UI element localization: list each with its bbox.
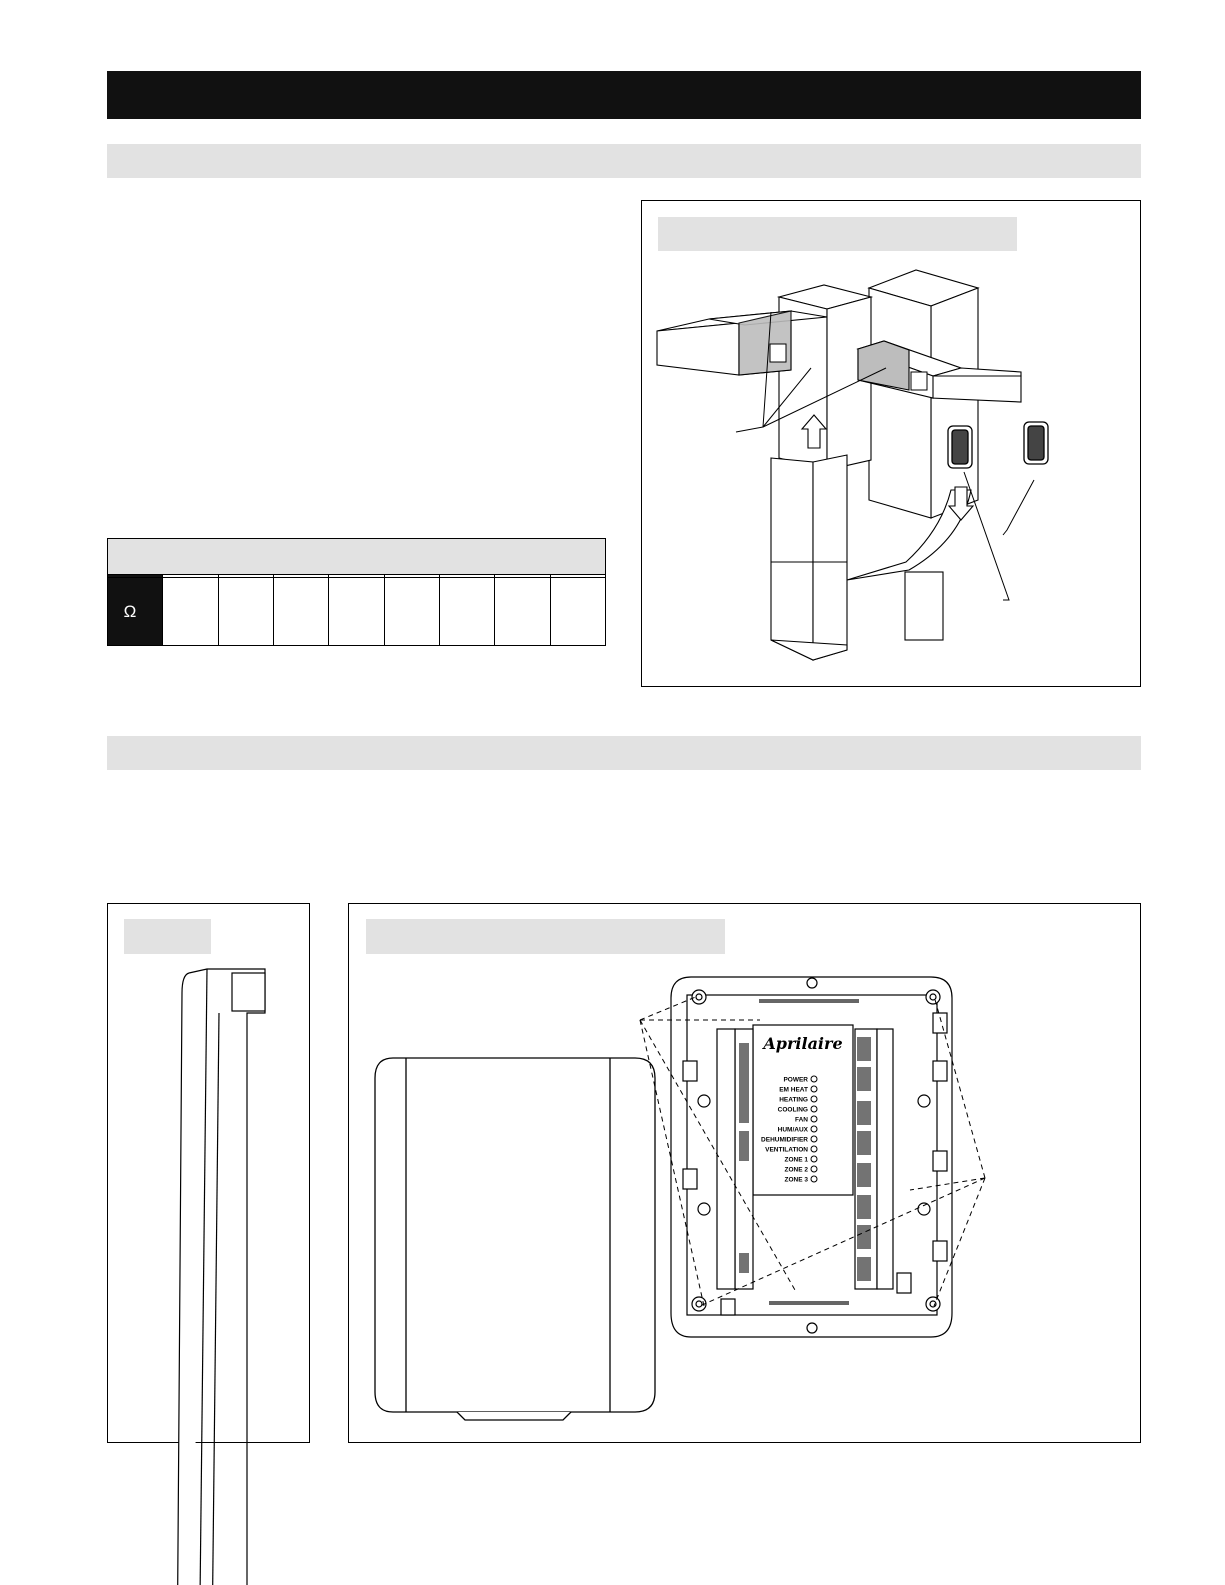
brand-logo: Aprilaire — [763, 1034, 843, 1053]
led-label: ZONE 1 — [784, 1156, 808, 1164]
table-row-header-2 — [108, 578, 163, 646]
table-cell — [273, 578, 328, 646]
led-label: EM HEAT — [779, 1086, 808, 1094]
page-header-bar — [107, 71, 1141, 119]
duct-system-illustration — [641, 200, 1141, 687]
side-view-illustration — [107, 903, 310, 1443]
led-label: POWER — [783, 1076, 808, 1084]
table-cell — [218, 578, 273, 646]
led-label: HEATING — [779, 1096, 808, 1104]
section-bar-top — [107, 144, 1141, 178]
led-label: HUM/AUX — [777, 1126, 808, 1134]
mounting-leader-lines — [640, 990, 1000, 1330]
led-label: DEHUMIDIFIER — [761, 1136, 808, 1144]
led-label: VENTILATION — [765, 1146, 808, 1154]
led-label: ZONE 2 — [784, 1166, 808, 1174]
led-label: ZONE 3 — [784, 1176, 808, 1184]
table-cell — [163, 578, 218, 646]
cover-panel — [373, 1056, 657, 1422]
ohm-symbol: Ω — [123, 601, 137, 621]
led-label: FAN — [795, 1116, 808, 1124]
led-label: COOLING — [777, 1106, 808, 1114]
